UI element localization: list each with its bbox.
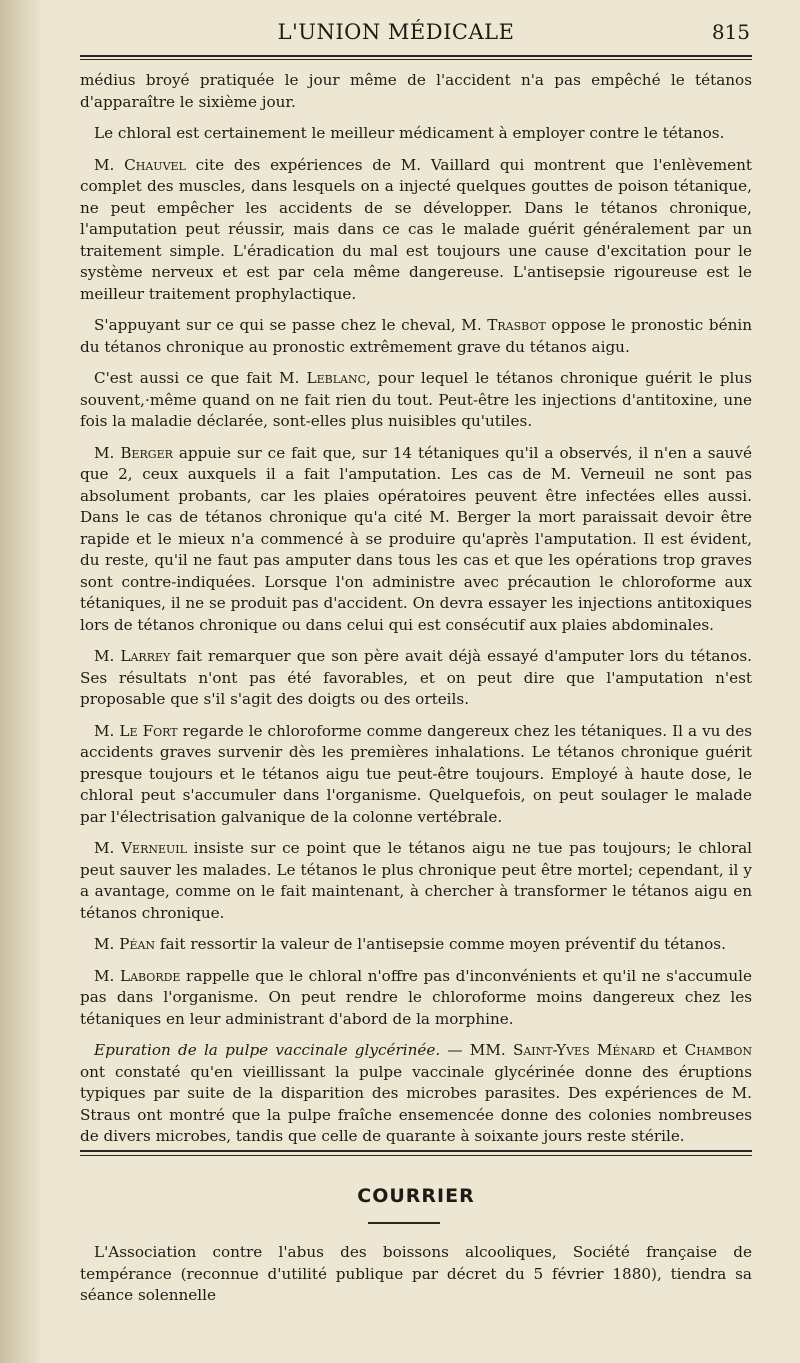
section-title-underline xyxy=(368,1222,440,1224)
paragraph-text: ont constaté qu'en vieillissant la pulpe vaccinale glycérinée donne des éruptions typiques par suite de la disparition des microbes parasites. Des expériences de M. Straus ont montré que la pulpe fraîche ensemencée donne des colonies nombreuses de divers microbes, tandis que celle de quarante à soixante jours reste stérile. xyxy=(80,1062,752,1145)
speaker-name: Laborde xyxy=(119,966,181,985)
speaker-name: Péan xyxy=(119,935,156,953)
section-divider-rule-thin xyxy=(80,1155,752,1156)
speaker-name: Leblanc xyxy=(306,369,366,387)
speaker-name: Trasbot xyxy=(487,316,546,334)
paragraph-lead: M. xyxy=(94,935,120,953)
running-header xyxy=(40,18,752,52)
paragraph-berger xyxy=(80,443,752,637)
courrier-body xyxy=(80,1242,752,1307)
paragraph-text: Le chloral est certainement le meilleur médicament à employer contre le tétanos. xyxy=(94,124,725,142)
speaker-name: Chambon xyxy=(684,1041,752,1059)
paragraph-lead: M. xyxy=(94,839,122,857)
speaker-name: Le Fort xyxy=(119,721,178,740)
paragraph-text: rappelle que le chloral n'offre pas d'inconvénients et qu'il ne s'accumule pas dans l'organisme. On peut rendre le chloroforme moins dangereux chez les tétaniques en leur administrant d'abord de la morphine. xyxy=(80,966,752,1028)
paragraph-laborde xyxy=(80,966,752,1031)
courrier-paragraph xyxy=(80,1242,752,1307)
speaker-name: Larrey xyxy=(120,647,171,665)
paragraph-text: L'Association contre l'abus des boissons alcooliques, Société française de tempérance (reconnue d'utilité publique par décret du 5 février 1880), tiendra sa séance solennelle xyxy=(80,1243,752,1304)
paragraph-text: appuie sur ce fait que, sur 14 tétaniques qu'il a observés, il n'en a sauvé que 2, ceux auxquels il a fait l'amputation. Les cas de M. Verneuil ne sont pas absolument probants, car les plaies opératoires peuvent être infectées elles aussi. Dans le cas de tétanos chronique qu'a cité M. Berger la mort paraissait devoir être rapide et le mieux n'a commencé à se produire qu'après l'amputation. Il est évident, du reste, qu'il ne faut pas amputer dans tous les cas et que les opérations trop graves sont contre-indiquées. Lorsque l'on administre avec précaution le chloroforme aux tétaniques, il ne se produit pas d'accident. On devra essayer les injections antitoxiques lors de tétanos chronique ou dans celui qui est consécutif aux plaies abdominales. xyxy=(80,443,752,634)
paragraph-lead: — MM. xyxy=(440,1041,513,1059)
paragraph-le-fort xyxy=(80,721,752,829)
speaker-name: Chauvel xyxy=(124,155,186,174)
page-number: 815 xyxy=(711,20,750,44)
paragraph-text: médius broyé pratiquée le jour même de l'accident n'a pas empêché le tétanos d'apparaître le sixième jour. xyxy=(80,71,752,111)
paragraph-text: fait ressortir la valeur de l'antisepsie comme moyen préventif du tétanos. xyxy=(155,935,726,953)
header-rule xyxy=(80,55,752,57)
paragraph-chloral xyxy=(80,123,752,145)
paragraph-lead: M. xyxy=(94,443,121,462)
page-gutter-shadow xyxy=(0,0,40,1363)
section-divider-rule xyxy=(80,1150,752,1152)
paragraph-text: fait remarquer que son père avait déjà essayé d'amputer lors du tétanos. Ses résultats n'ont pas été favorables, et on peut dire que l'amputation n'est proposable que s'il s'agit des doigts ou des orteils. xyxy=(80,647,752,708)
article-body xyxy=(80,70,752,1158)
paragraph-larrey xyxy=(80,646,752,711)
paragraph-trasbot xyxy=(80,315,752,358)
paragraph-pean xyxy=(80,934,752,956)
paragraph-text: insiste sur ce point que le tétanos aigu ne tue pas toujours; le chloral peut sauver les malades. Le tétanos le plus chronique peut être mortel; cependant, il y a avantage, comme on le fait maintenant, à chercher à transformer le tétanos aigu en tétanos chronique. xyxy=(80,839,752,922)
paragraph-text: cite des expériences de M. Vaillard qui montrent que l'enlèvement complet des muscles, dans lesquels on a injecté quelques gouttes de poison tétanique, ne peut empêcher les accidents de se développer. Dans le tétanos chronique, l'amputation peut réussir, mais dans ce cas le malade guérit généralement par un traitement simple. L'éradication du mal est toujours une cause d'excitation pour le système nerveux et est par cela même dangereuse. L'antisepsie rigoureuse est le meilleur traitement prophylactique. xyxy=(80,155,752,303)
paragraph-verneuil xyxy=(80,838,752,924)
paragraph-text: regarde le chloroforme comme dangereux chez les tétaniques. Il a vu des accidents graves survenir dès les premières inhalations. Le tétanos chronique guérit presque toujours et le tétanos aigu tue peut-être toujours. Employé à haute dose, le chloral peut s'accumuler dans l'organisme. Quelquefois, on peut soulager le malade par l'électrisation galvanique de la colonne vertébrale. xyxy=(80,721,752,826)
paragraph-lead: C'est aussi ce que fait M. xyxy=(94,369,307,387)
subsection-title: Epuration de la pulpe vaccinale glycérinée. xyxy=(94,1041,441,1059)
paragraph-lead: M. xyxy=(94,966,120,985)
paragraph-lead: M. xyxy=(94,721,120,740)
speaker-name: Verneuil xyxy=(121,839,187,857)
paragraph-lead: S'appuyant sur ce qui se passe chez le cheval, M. xyxy=(94,316,488,334)
paragraph-text: , pour lequel le tétanos chronique guérit le plus souvent,·même quand on ne fait rien du tout. Peut-être les injections d'antitoxine, une fois la maladie déclarée, sont-elles plus nuisibles qu'utiles. xyxy=(80,369,752,430)
paragraph-text: oppose le pronostic bénin du tétanos chronique au pronostic extrêmement grave du tétanos aigu. xyxy=(80,316,752,356)
speaker-name: Saint-Yves Ménard xyxy=(512,1041,656,1059)
running-title: L'UNION MÉDICALE xyxy=(277,20,515,44)
paragraph-leblanc xyxy=(80,368,752,433)
section-title: COURRIER xyxy=(357,1185,475,1207)
speaker-name: Berger xyxy=(120,443,173,462)
paragraph-epuration xyxy=(80,1040,752,1148)
paragraph-conjunction: et xyxy=(655,1041,685,1059)
paragraph-lead: M. xyxy=(94,647,121,665)
paragraph-chauvel xyxy=(80,155,752,306)
header-rule-thin xyxy=(80,59,752,60)
paragraph-lead: M. xyxy=(94,155,125,174)
paragraph-continuation xyxy=(80,70,752,113)
